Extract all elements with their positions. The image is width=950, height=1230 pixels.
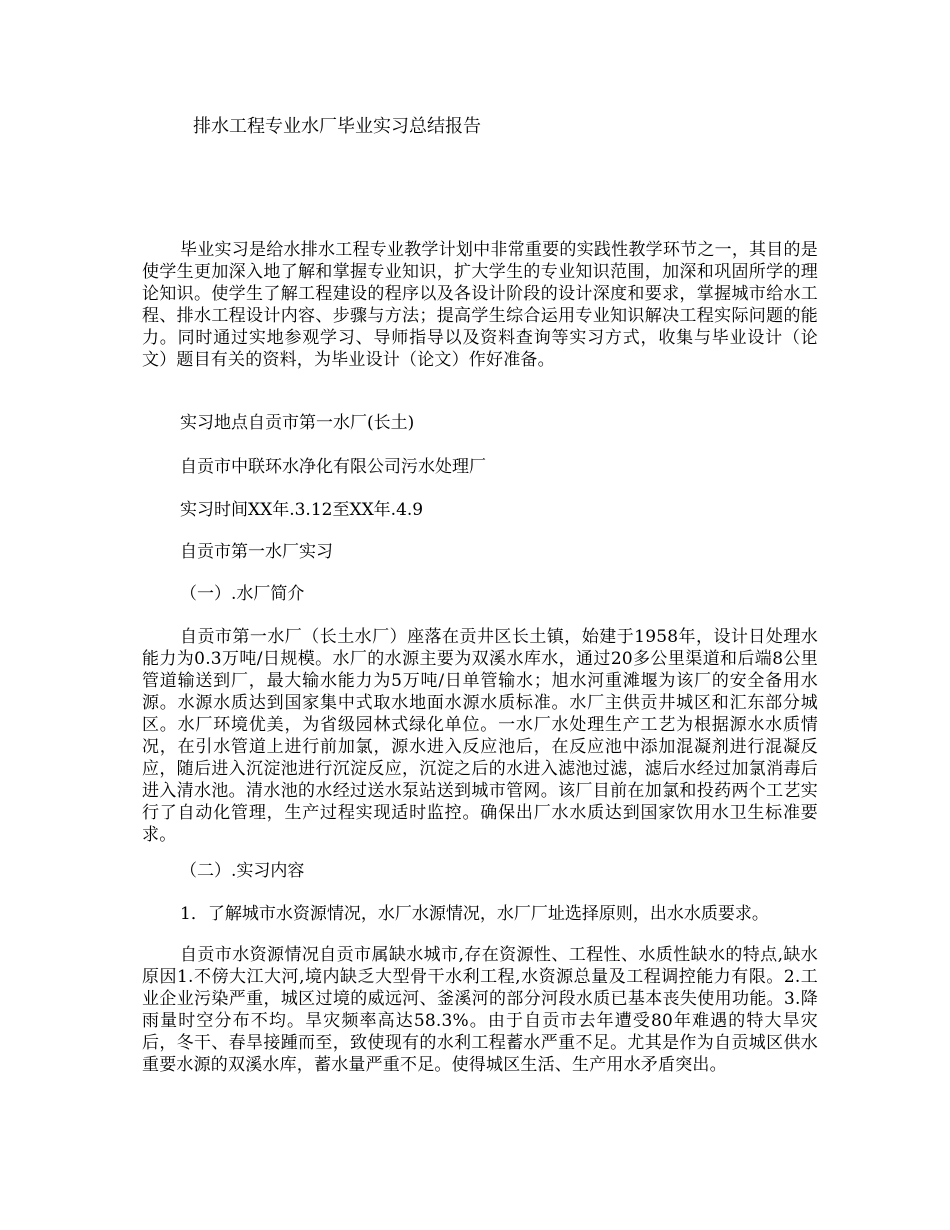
section2-heading: （二）.实习内容 <box>180 861 305 881</box>
intro-paragraph: 毕业实习是给水排水工程专业教学计划中非常重要的实践性教学环节之一，其目的是使学生更加深入地了解和掌握专业知识，扩大学生的专业知识范围，加深和巩固所学的理论知识。使学生了解工程建设的程序以及各设计阶段的设计深度和要求，掌握城市给水工程、排水工程设计内容、步骤与方法；提高学生综合运用专业知识解决工程实际问题的能力。同时通过实地参观学习、导师指导以及资料查询等实习方式，收集与毕业设计（论文）题目有关的资料，为毕业设计（论文）作好准备。 <box>142 240 818 370</box>
time-line: 实习时间XX年.3.12至XX年.4.9 <box>180 500 424 520</box>
item1-heading: 1．了解城市水资源情况，水厂水源情况，水厂厂址选择原则，出水水质要求。 <box>180 904 769 924</box>
company-line: 自贡市中联环水净化有限公司污水处理厂 <box>180 457 486 477</box>
item1-body: 自贡市水资源情况自贡市属缺水城市,存在资源性、工程性、水质性缺水的特点,缺水原因1.不傍大江大河,境内缺乏大型骨干水利工程,水资源总量及工程调控能力有限。2.工业企业污染严重，城区过境的威远河、釜溪河的部分河段水质已基本丧失使用功能。3.降雨量时空分布不均。旱灾频率高达58.3%。由于自贡市去年遭受80年难遇的特大旱灾后，冬干、春旱接踵而至，致使现有的水利工程蓄水严重不足。尤其是作为自贡城区供水重要水源的双溪水库，蓄水量严重不足。使得城区生活、生产用水矛盾突出。 <box>142 945 818 1075</box>
plant-heading: 自贡市第一水厂实习 <box>180 542 333 562</box>
document-title: 排水工程专业水厂毕业实习总结报告 <box>193 116 481 137</box>
section1-heading: （一）.水厂简介 <box>180 584 305 604</box>
location-line: 实习地点自贡市第一水厂(长土) <box>180 413 415 433</box>
section1-body: 自贡市第一水厂（长土水厂）座落在贡井区长土镇，始建于1958年，设计日处理水能力为0.3万吨/日规模。水厂的水源主要为双溪水库水，通过20多公里渠道和后端8公里管道输送到厂，最大输水能力为5万吨/日单管输水；旭水河重滩堰为该厂的安全备用水源。水源水质达到国家集中式取水地面水源水质标准。水厂主供贡井城区和汇东部分城区。水厂环境优美，为省级园林式绿化单位。一水厂水处理生产工艺为根据源水水质情况，在引水管道上进行前加氯，源水进入反应池后，在反应池中添加混凝剂进行混凝反应，随后进入沉淀池进行沉淀反应，沉淀之后的水进入滤池过滤，滤后水经过加氯消毒后进入清水池。清水池的水经过送水泵站送到城市管网。该厂目前在加氯和投药两个工艺实行了自动化管理，生产过程实现适时监控。确保出厂水水质达到国家饮用水卫生标准要求。 <box>142 627 818 845</box>
